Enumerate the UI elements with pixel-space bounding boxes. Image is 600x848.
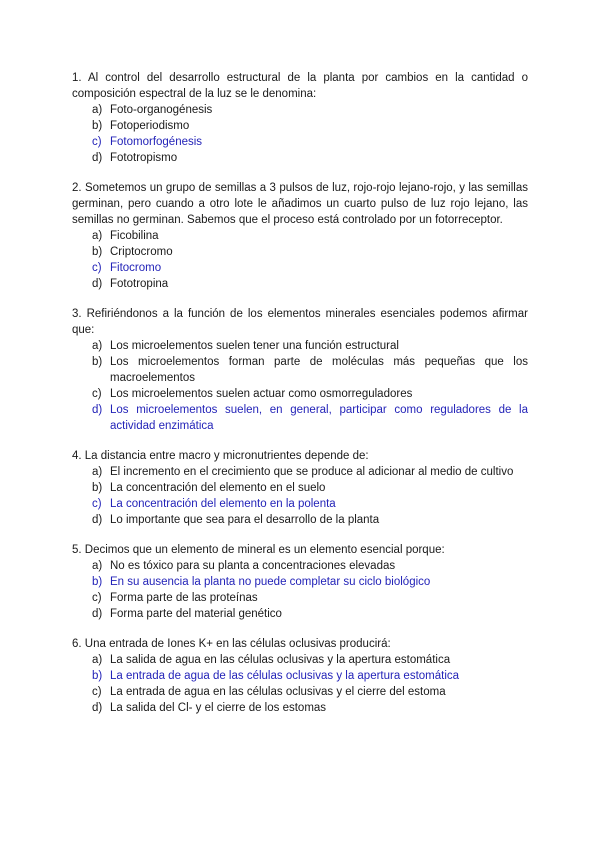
- option-text: La entrada de agua en las células oclusivas y el cierre del estoma: [110, 686, 446, 698]
- option-letter: d): [92, 702, 103, 714]
- option-letter: c): [92, 592, 102, 604]
- option-a: [72, 102, 528, 118]
- option-text: Criptocromo: [110, 246, 173, 258]
- option-letter: a): [92, 654, 103, 666]
- question-2: [72, 180, 528, 292]
- option-b: [72, 118, 528, 134]
- option-letter: b): [92, 482, 103, 494]
- option-letter: d): [92, 404, 103, 416]
- option-text: La salida de agua en las células oclusivas y la apertura estomática: [110, 654, 451, 666]
- option-c: [72, 590, 528, 606]
- option-a: [72, 338, 528, 354]
- option-c-correct: [72, 260, 528, 276]
- option-text: Foto-organogénesis: [110, 104, 213, 116]
- option-b-correct: [72, 668, 528, 684]
- option-text: La entrada de agua de las células oclusivas y la apertura estomática: [110, 670, 460, 682]
- option-list: [72, 464, 528, 528]
- option-a: [72, 464, 528, 480]
- option-d: [72, 276, 528, 292]
- option-a: [72, 652, 528, 668]
- question-list: [72, 70, 528, 730]
- question-text: 5. Decimos que un elemento de mineral es un elemento esencial porque:: [72, 544, 445, 556]
- option-letter: b): [92, 356, 103, 368]
- question-3: [72, 306, 528, 434]
- option-letter: c): [92, 136, 102, 148]
- option-letter: d): [92, 278, 103, 290]
- question-text: 2. Sometemos un grupo de semillas a 3 pulsos de luz, rojo-rojo lejano-rojo, y las semillas germinan, pero cuando a otro lote le añadimos un cuarto pulso de luz rojo lejano, las semillas no germinan. Sabemos que el proceso está controlado por un fotorreceptor.: [72, 182, 528, 226]
- option-text: Lo importante que sea para el desarrollo de la planta: [110, 514, 380, 526]
- option-text: Los microelementos suelen actuar como osmorreguladores: [110, 388, 413, 400]
- option-list: [72, 102, 528, 166]
- question-4: [72, 448, 528, 528]
- option-a: [72, 228, 528, 244]
- option-text: Fotoperiodismo: [110, 120, 190, 132]
- option-b-correct: [72, 574, 528, 590]
- option-text: Forma parte de las proteínas: [110, 592, 258, 604]
- option-b: [72, 480, 528, 496]
- option-letter: a): [92, 230, 103, 242]
- option-d: [72, 606, 528, 622]
- option-text: La concentración del elemento en el suelo: [110, 482, 326, 494]
- option-letter: c): [92, 686, 102, 698]
- option-text: Fototropismo: [110, 152, 178, 164]
- option-d-correct: [72, 402, 528, 434]
- option-text: Forma parte del material genético: [110, 608, 282, 620]
- option-text: Los microelementos suelen tener una función estructural: [110, 340, 399, 352]
- option-letter: d): [92, 608, 103, 620]
- option-letter: a): [92, 560, 103, 572]
- question-text: 6. Una entrada de Iones K+ en las células oclusivas producirá:: [72, 638, 391, 650]
- question-text: 3. Refiriéndonos a la función de los elementos minerales esenciales podemos afirmar que:: [72, 308, 528, 336]
- question-text: 4. La distancia entre macro y micronutrientes depende de:: [72, 450, 369, 462]
- option-text: La salida del Cl- y el cierre de los estomas: [110, 702, 327, 714]
- option-text: Los microelementos forman parte de moléculas más pequeñas que los macroelementos: [110, 356, 528, 384]
- option-text: En su ausencia la planta no puede completar su ciclo biológico: [110, 576, 431, 588]
- question-6: [72, 636, 528, 716]
- option-list: [72, 338, 528, 434]
- option-list: [72, 558, 528, 622]
- option-letter: c): [92, 498, 102, 510]
- option-letter: b): [92, 670, 103, 682]
- option-d: [72, 700, 528, 716]
- option-d: [72, 150, 528, 166]
- question-5: [72, 542, 528, 622]
- option-text: Fototropina: [110, 278, 169, 290]
- option-text: Los microelementos suelen, en general, participar como reguladores de la actividad enzimática: [110, 404, 528, 432]
- option-letter: a): [92, 340, 103, 352]
- option-letter: a): [92, 466, 103, 478]
- option-c: [72, 684, 528, 700]
- option-text: El incremento en el crecimiento que se produce al adicionar al medio de cultivo: [110, 466, 514, 478]
- option-text: No es tóxico para su planta a concentraciones elevadas: [110, 560, 396, 572]
- option-letter: b): [92, 576, 103, 588]
- option-list: [72, 652, 528, 716]
- option-letter: a): [92, 104, 103, 116]
- question-text: 1. Al control del desarrollo estructural de la planta por cambios en la cantidad o composición espectral de la luz se le denomina:: [72, 72, 528, 100]
- option-c-correct: [72, 134, 528, 150]
- option-d: [72, 512, 528, 528]
- option-b: [72, 354, 528, 386]
- option-letter: b): [92, 246, 103, 258]
- option-letter: c): [92, 388, 102, 400]
- option-text: Fitocromo: [110, 262, 162, 274]
- option-a: [72, 558, 528, 574]
- option-letter: b): [92, 120, 103, 132]
- option-letter: d): [92, 514, 103, 526]
- option-letter: c): [92, 262, 102, 274]
- option-letter: d): [92, 152, 103, 164]
- option-c: [72, 386, 528, 402]
- option-text: Ficobilina: [110, 230, 159, 242]
- option-b: [72, 244, 528, 260]
- question-1: [72, 70, 528, 166]
- option-text: La concentración del elemento en la polenta: [110, 498, 336, 510]
- option-text: Fotomorfogénesis: [110, 136, 203, 148]
- option-list: [72, 228, 528, 292]
- option-c-correct: [72, 496, 528, 512]
